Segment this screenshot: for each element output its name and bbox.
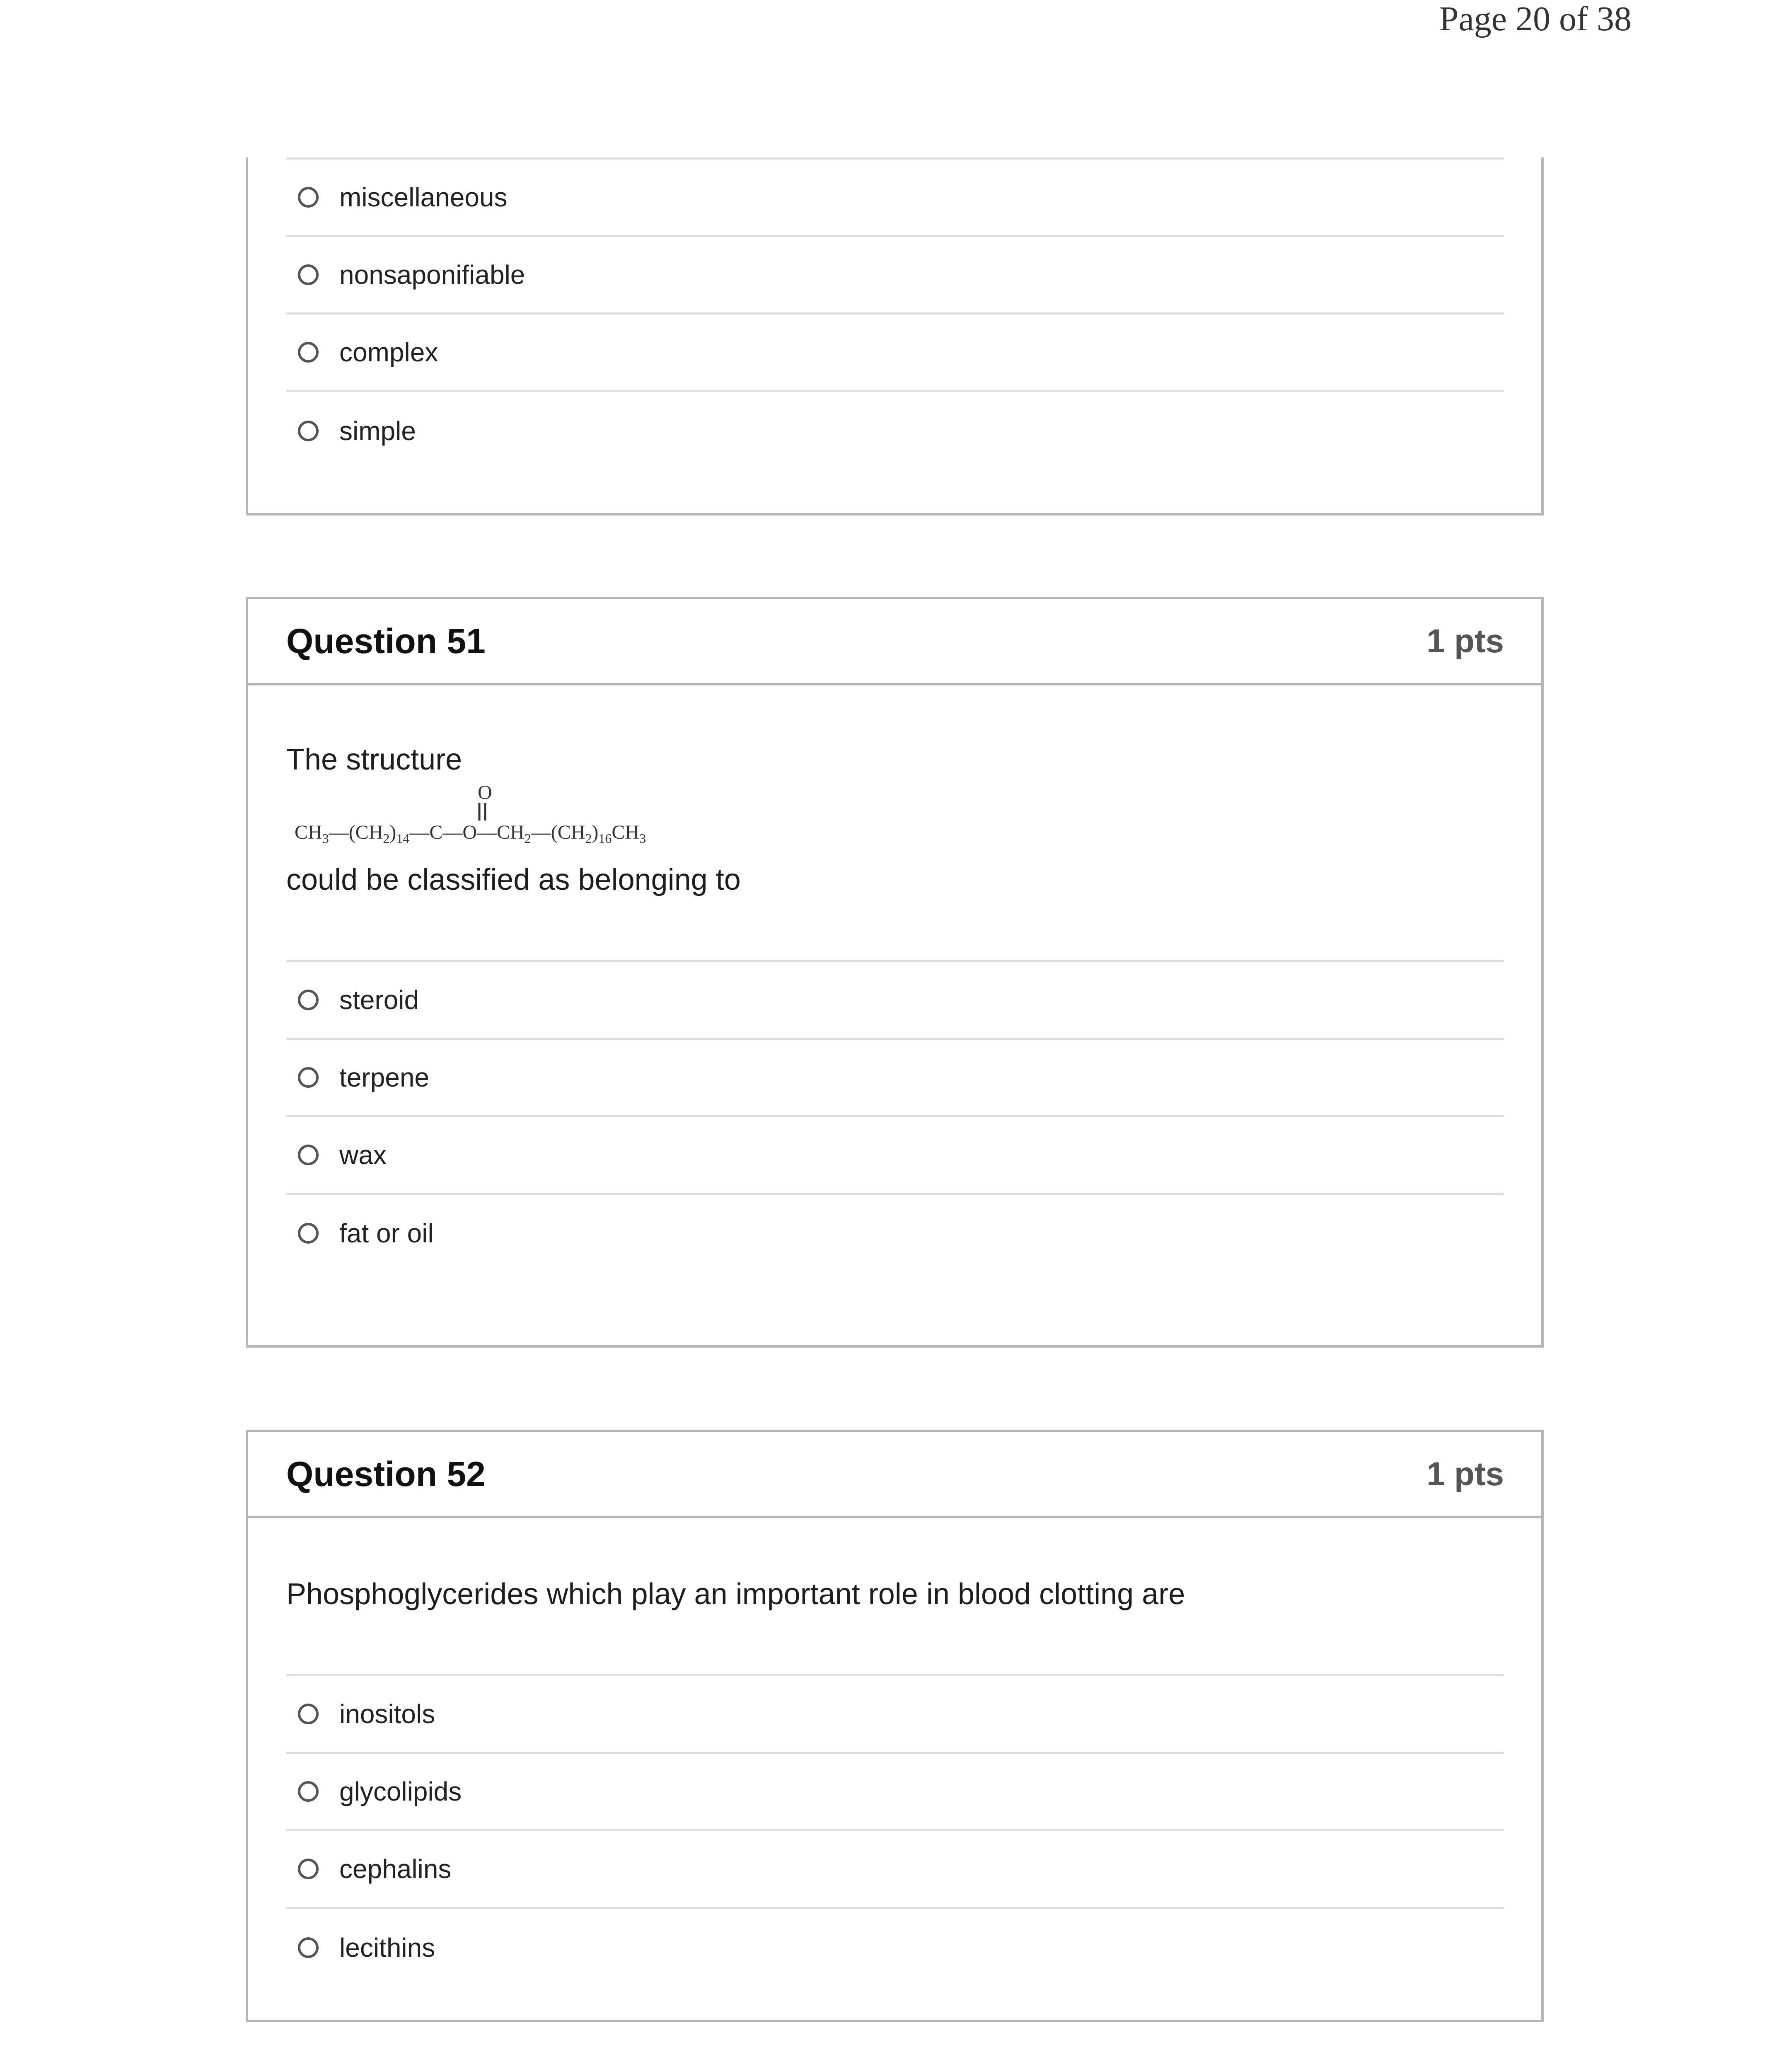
question-header [248, 599, 1541, 685]
answer-option[interactable] [286, 962, 1504, 1040]
answer-list [286, 157, 1504, 470]
question-prompt: Phosphoglycerides which play an important role in blood clotting are [286, 1578, 1185, 1611]
answer-label: complex [339, 337, 438, 367]
answer-label: fat or oil [339, 1218, 434, 1249]
carbonyl-oxygen: O [478, 783, 492, 804]
radio-icon[interactable] [298, 1937, 319, 1958]
question-prompt-intro: The structure [286, 743, 462, 776]
answer-option[interactable] [286, 1195, 1504, 1272]
radio-icon[interactable] [298, 187, 319, 208]
answer-label: simple [339, 416, 416, 446]
answer-option[interactable] [286, 1676, 1504, 1754]
question-card-52 [246, 1430, 1544, 2022]
question-prompt-outro: could be classified as belonging to [286, 863, 741, 897]
answer-label: inositols [339, 1699, 435, 1729]
radio-icon[interactable] [298, 342, 319, 363]
page-indicator: Page 20 of 38 [1439, 0, 1632, 38]
question-body [248, 685, 1541, 1272]
question-card-previous [246, 157, 1544, 516]
question-title: Question 51 [286, 621, 486, 661]
answer-option[interactable] [286, 1040, 1504, 1117]
radio-icon[interactable] [298, 421, 319, 441]
radio-icon[interactable] [298, 1145, 319, 1165]
radio-icon[interactable] [298, 1704, 319, 1724]
answer-label: steroid [339, 985, 419, 1015]
radio-icon[interactable] [298, 1859, 319, 1879]
answer-label: glycolipids [339, 1777, 462, 1807]
answer-option[interactable] [286, 1831, 1504, 1909]
answer-list [286, 960, 1504, 1272]
radio-icon[interactable] [298, 1781, 319, 1802]
radio-icon[interactable] [298, 990, 319, 1010]
answer-label: wax [339, 1140, 387, 1170]
answer-option[interactable] [286, 392, 1504, 470]
answer-label: lecithins [339, 1932, 435, 1963]
answer-list [286, 1674, 1504, 1986]
answer-label: miscellaneous [339, 182, 508, 212]
question-body [248, 157, 1541, 470]
ester-structure-diagram [286, 783, 759, 845]
answer-option[interactable] [286, 237, 1504, 315]
question-points: 1 pts [1426, 622, 1504, 659]
answer-option[interactable] [286, 1754, 1504, 1831]
answer-label: cephalins [339, 1854, 452, 1884]
radio-icon[interactable] [298, 1223, 319, 1244]
question-header [248, 1432, 1541, 1518]
answer-option[interactable] [286, 315, 1504, 392]
question-points: 1 pts [1426, 1455, 1504, 1492]
answer-option[interactable] [286, 1909, 1504, 1986]
answer-option[interactable] [286, 160, 1504, 237]
question-title: Question 52 [286, 1454, 486, 1493]
answer-option[interactable] [286, 1117, 1504, 1195]
ester-formula-chain: $CH_3—(CH_2)_{14}—C—O—CH_2—(CH_2)_{16}CH_3$ [295, 821, 646, 846]
question-body [248, 1518, 1541, 1986]
question-card-51 [246, 597, 1544, 1348]
radio-icon[interactable] [298, 264, 319, 285]
answer-label: terpene [339, 1062, 430, 1092]
radio-icon[interactable] [298, 1067, 319, 1088]
answer-label: nonsaponifiable [339, 260, 525, 290]
